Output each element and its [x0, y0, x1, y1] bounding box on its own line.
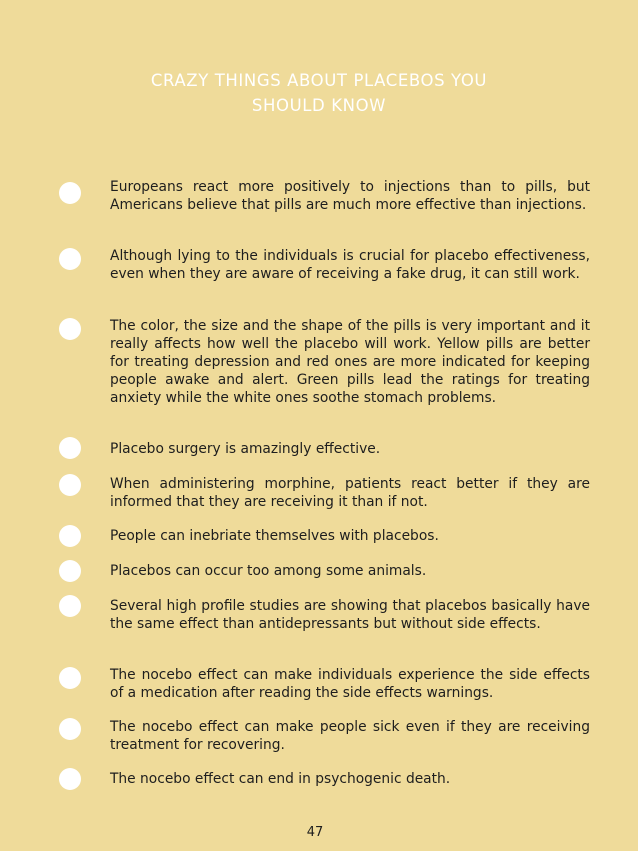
list-item: Several high profile studies are showing that placebos basically have the same effect than antidepressants but without side effects.	[110, 598, 590, 632]
bullet-dot-3	[59, 318, 81, 340]
bullet-dot-8	[59, 595, 81, 617]
list-item: When administering morphine, patients react better if they are informed that they are receiving it than if not.	[110, 476, 590, 510]
list-item: Europeans react more positively to injections than to pills, but Americans believe that pills are much more effective than injections.	[110, 179, 590, 213]
bullet-dot-1	[59, 182, 81, 204]
bullet-dot-5	[59, 474, 81, 496]
page-number: 47	[306, 825, 324, 840]
page-title-line-2: SHOULD KNOW	[251, 96, 387, 115]
list-item: Placebo surgery is amazingly effective.	[110, 441, 381, 457]
list-item: The nocebo effect can make people sick even if they are receiving treatment for recovering.	[110, 719, 590, 753]
list-item: The nocebo effect can end in psychogenic death.	[110, 771, 451, 787]
bullet-dot-7	[59, 560, 81, 582]
page-title-line-1: CRAZY THINGS ABOUT PLACEBOS YOU	[150, 71, 488, 90]
bullet-dot-9	[59, 667, 81, 689]
bullet-dot-11	[59, 768, 81, 790]
bullet-dot-10	[59, 718, 81, 740]
bullet-dot-6	[59, 525, 81, 547]
list-item: The nocebo effect can make individuals experience the side effects of a medication after reading the side effects warnings.	[110, 667, 590, 701]
bullet-dot-4	[59, 437, 81, 459]
list-item: Placebos can occur too among some animals.	[110, 563, 427, 579]
list-item: The color, the size and the shape of the pills is very important and it really affects how well the placebo will work. Yellow pills are better for treating depression and red ones are more indicated for keeping people awake and alert. Green pills lead the ratings for treating anxiety while the white ones soothe stomach problems.	[110, 318, 590, 406]
list-item: Although lying to the individuals is crucial for placebo effectiveness, even when they are aware of receiving a fake drug, it can still work.	[110, 248, 590, 282]
list-item: People can inebriate themselves with placebos.	[110, 528, 439, 544]
page-title	[100, 68, 538, 118]
bullet-dot-2	[59, 248, 81, 270]
